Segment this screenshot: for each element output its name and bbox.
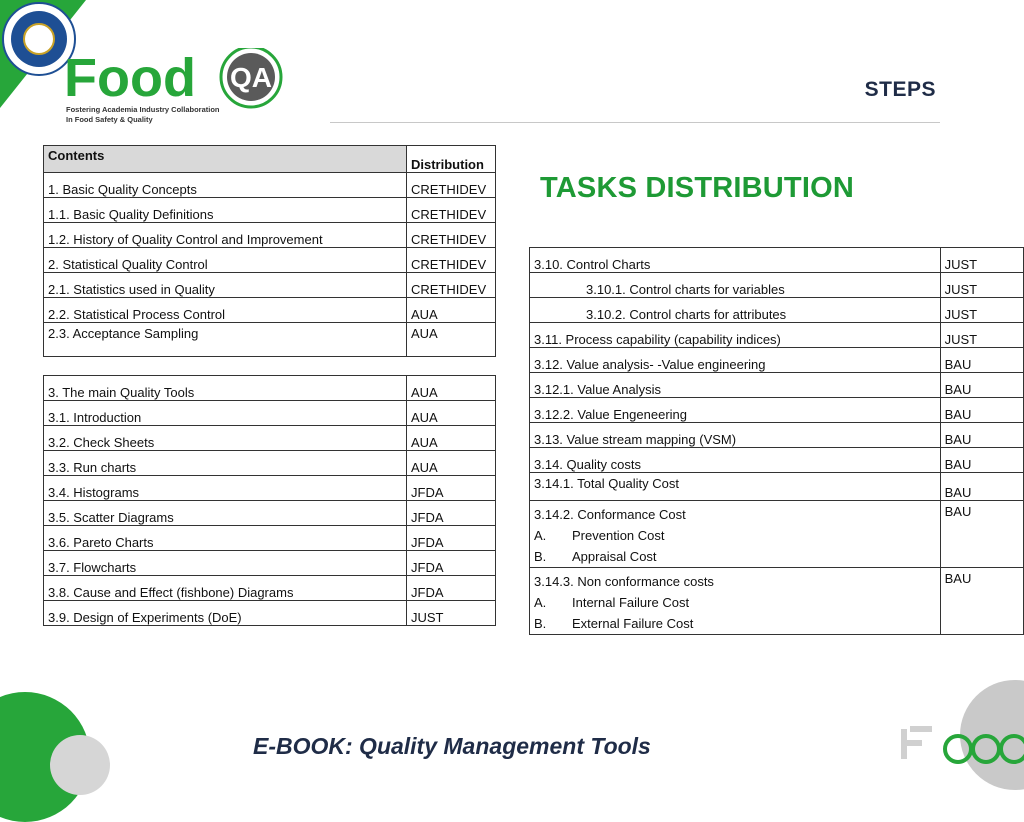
item-cell: 3.3. Run charts — [44, 451, 407, 476]
table-row — [530, 501, 1024, 568]
logo-tagline-1: Fostering Academia Industry Collaboration — [66, 105, 220, 114]
dist-cell: JUST — [940, 298, 1023, 323]
foodqa-logo — [64, 48, 324, 128]
table-row — [530, 298, 1024, 323]
dist-cell: CRETHIDEV — [407, 273, 496, 298]
table-row — [44, 576, 496, 601]
item-cell: 3.12.2. Value Engeneering — [530, 398, 941, 423]
item-cell: 2.1. Statistics used in Quality — [44, 273, 407, 298]
item-cell: 3.11. Process capability (capability indices) — [530, 323, 941, 348]
contents-table-bottom — [43, 375, 496, 626]
item-cell: 1.2. History of Quality Control and Improvement — [44, 223, 407, 248]
table-row — [530, 423, 1024, 448]
dist-cell: AUA — [407, 323, 496, 357]
dist-cell: CRETHIDEV — [407, 223, 496, 248]
item-cell: 3.8. Cause and Effect (fishbone) Diagrams — [44, 576, 407, 601]
item-cell: 3.1. Introduction — [44, 401, 407, 426]
dist-cell: BAU — [940, 448, 1023, 473]
item-cell: 3.13. Value stream mapping (VSM) — [530, 423, 941, 448]
footer-decoration-left-grey — [50, 735, 110, 795]
dist-cell: BAU — [940, 568, 1023, 635]
dist-cell: CRETHIDEV — [407, 198, 496, 223]
dist-cell: JUST — [940, 248, 1023, 273]
dist-cell: JFDA — [407, 551, 496, 576]
dist-cell: AUA — [407, 426, 496, 451]
logo-badge: QA — [230, 62, 272, 93]
dist-cell: CRETHIDEV — [407, 248, 496, 273]
sub-item: B. External Failure Cost — [534, 616, 694, 631]
item-cell: 3.6. Pareto Charts — [44, 526, 407, 551]
dist-cell: CRETHIDEV — [407, 173, 496, 198]
table-row — [530, 273, 1024, 298]
table-row — [44, 451, 496, 476]
sub-item: A. Internal Failure Cost — [534, 595, 690, 610]
dist-cell: BAU — [940, 423, 1023, 448]
dist-cell: JFDA — [407, 476, 496, 501]
item-cell: 3. The main Quality Tools — [44, 376, 407, 401]
table-row — [530, 398, 1024, 423]
table-row — [44, 601, 496, 626]
dist-cell: BAU — [940, 348, 1023, 373]
conformance-title: 3.14.2. Conformance Cost — [534, 507, 686, 522]
item-cell: 1.1. Basic Quality Definitions — [44, 198, 407, 223]
item-cell: 3.14. Quality costs — [530, 448, 941, 473]
dist-cell: JUST — [407, 601, 496, 626]
item-cell: 2.2. Statistical Process Control — [44, 298, 407, 323]
table-row — [530, 348, 1024, 373]
logo-text: Food — [64, 48, 196, 108]
dist-cell: AUA — [407, 376, 496, 401]
table-row — [44, 173, 496, 198]
table-row — [44, 526, 496, 551]
table-row — [44, 376, 496, 401]
table-row — [44, 401, 496, 426]
dist-cell: AUA — [407, 401, 496, 426]
item-cell: 3.10. Control Charts — [530, 248, 941, 273]
item-cell: 3.12.1. Value Analysis — [530, 373, 941, 398]
item-cell: 3.9. Design of Experiments (DoE) — [44, 601, 407, 626]
table-row — [44, 476, 496, 501]
table-row — [44, 273, 496, 298]
header-divider — [330, 122, 940, 123]
item-cell: 3.4. Histograms — [44, 476, 407, 501]
contents-table-right — [529, 247, 1024, 635]
table-row — [44, 248, 496, 273]
dist-cell: JFDA — [407, 501, 496, 526]
table-row — [530, 568, 1024, 635]
logo-tagline-2: In Food Safety & Quality — [66, 115, 153, 124]
item-cell: 3.12. Value analysis- -Value engineering — [530, 348, 941, 373]
dist-cell: BAU — [940, 501, 1023, 568]
table-row — [44, 323, 496, 357]
item-cell: 3.14.1. Total Quality Cost — [530, 473, 941, 501]
dist-cell: JFDA — [407, 576, 496, 601]
dist-cell: BAU — [940, 473, 1023, 501]
page-title: TASKS DISTRIBUTION — [540, 172, 855, 204]
item-cell: 1. Basic Quality Concepts — [44, 173, 407, 198]
table-row — [530, 473, 1024, 501]
table-header-row — [44, 146, 496, 173]
table-row — [44, 426, 496, 451]
footer-title: E-BOOK: Quality Management Tools — [253, 733, 651, 759]
table-row — [44, 223, 496, 248]
dist-cell: AUA — [407, 298, 496, 323]
dist-cell: AUA — [407, 451, 496, 476]
footer-logo-mark-icon — [880, 715, 1024, 768]
contents-header: Contents — [44, 146, 407, 173]
dist-cell: JFDA — [407, 526, 496, 551]
section-label: STEPS — [864, 78, 936, 101]
dist-cell: BAU — [940, 373, 1023, 398]
table-row — [44, 198, 496, 223]
table-row — [44, 501, 496, 526]
table-row — [530, 373, 1024, 398]
nonconformance-title: 3.14.3. Non conformance costs — [534, 574, 714, 589]
item-cell: 3.5. Scatter Diagrams — [44, 501, 407, 526]
table-row — [44, 298, 496, 323]
item-cell: 2.3. Acceptance Sampling — [44, 323, 407, 357]
item-cell: 3.2. Check Sheets — [44, 426, 407, 451]
table-row — [530, 448, 1024, 473]
dist-cell: JUST — [940, 323, 1023, 348]
contents-table-top — [43, 145, 496, 357]
item-cell: 3.10.1. Control charts for variables — [530, 273, 941, 298]
item-cell: 2. Statistical Quality Control — [44, 248, 407, 273]
sub-item: A. Prevention Cost — [534, 528, 665, 543]
sub-item: B. Appraisal Cost — [534, 549, 657, 564]
item-cell: 3.7. Flowcharts — [44, 551, 407, 576]
table-row — [530, 248, 1024, 273]
item-cell: 3.10.2. Control charts for attributes — [530, 298, 941, 323]
nonconformance-cell — [530, 568, 941, 635]
table-row — [44, 551, 496, 576]
dist-cell: JUST — [940, 273, 1023, 298]
dist-cell: BAU — [940, 398, 1023, 423]
table-row — [530, 323, 1024, 348]
conformance-cell — [530, 501, 941, 568]
distribution-header: Distribution — [407, 146, 496, 173]
